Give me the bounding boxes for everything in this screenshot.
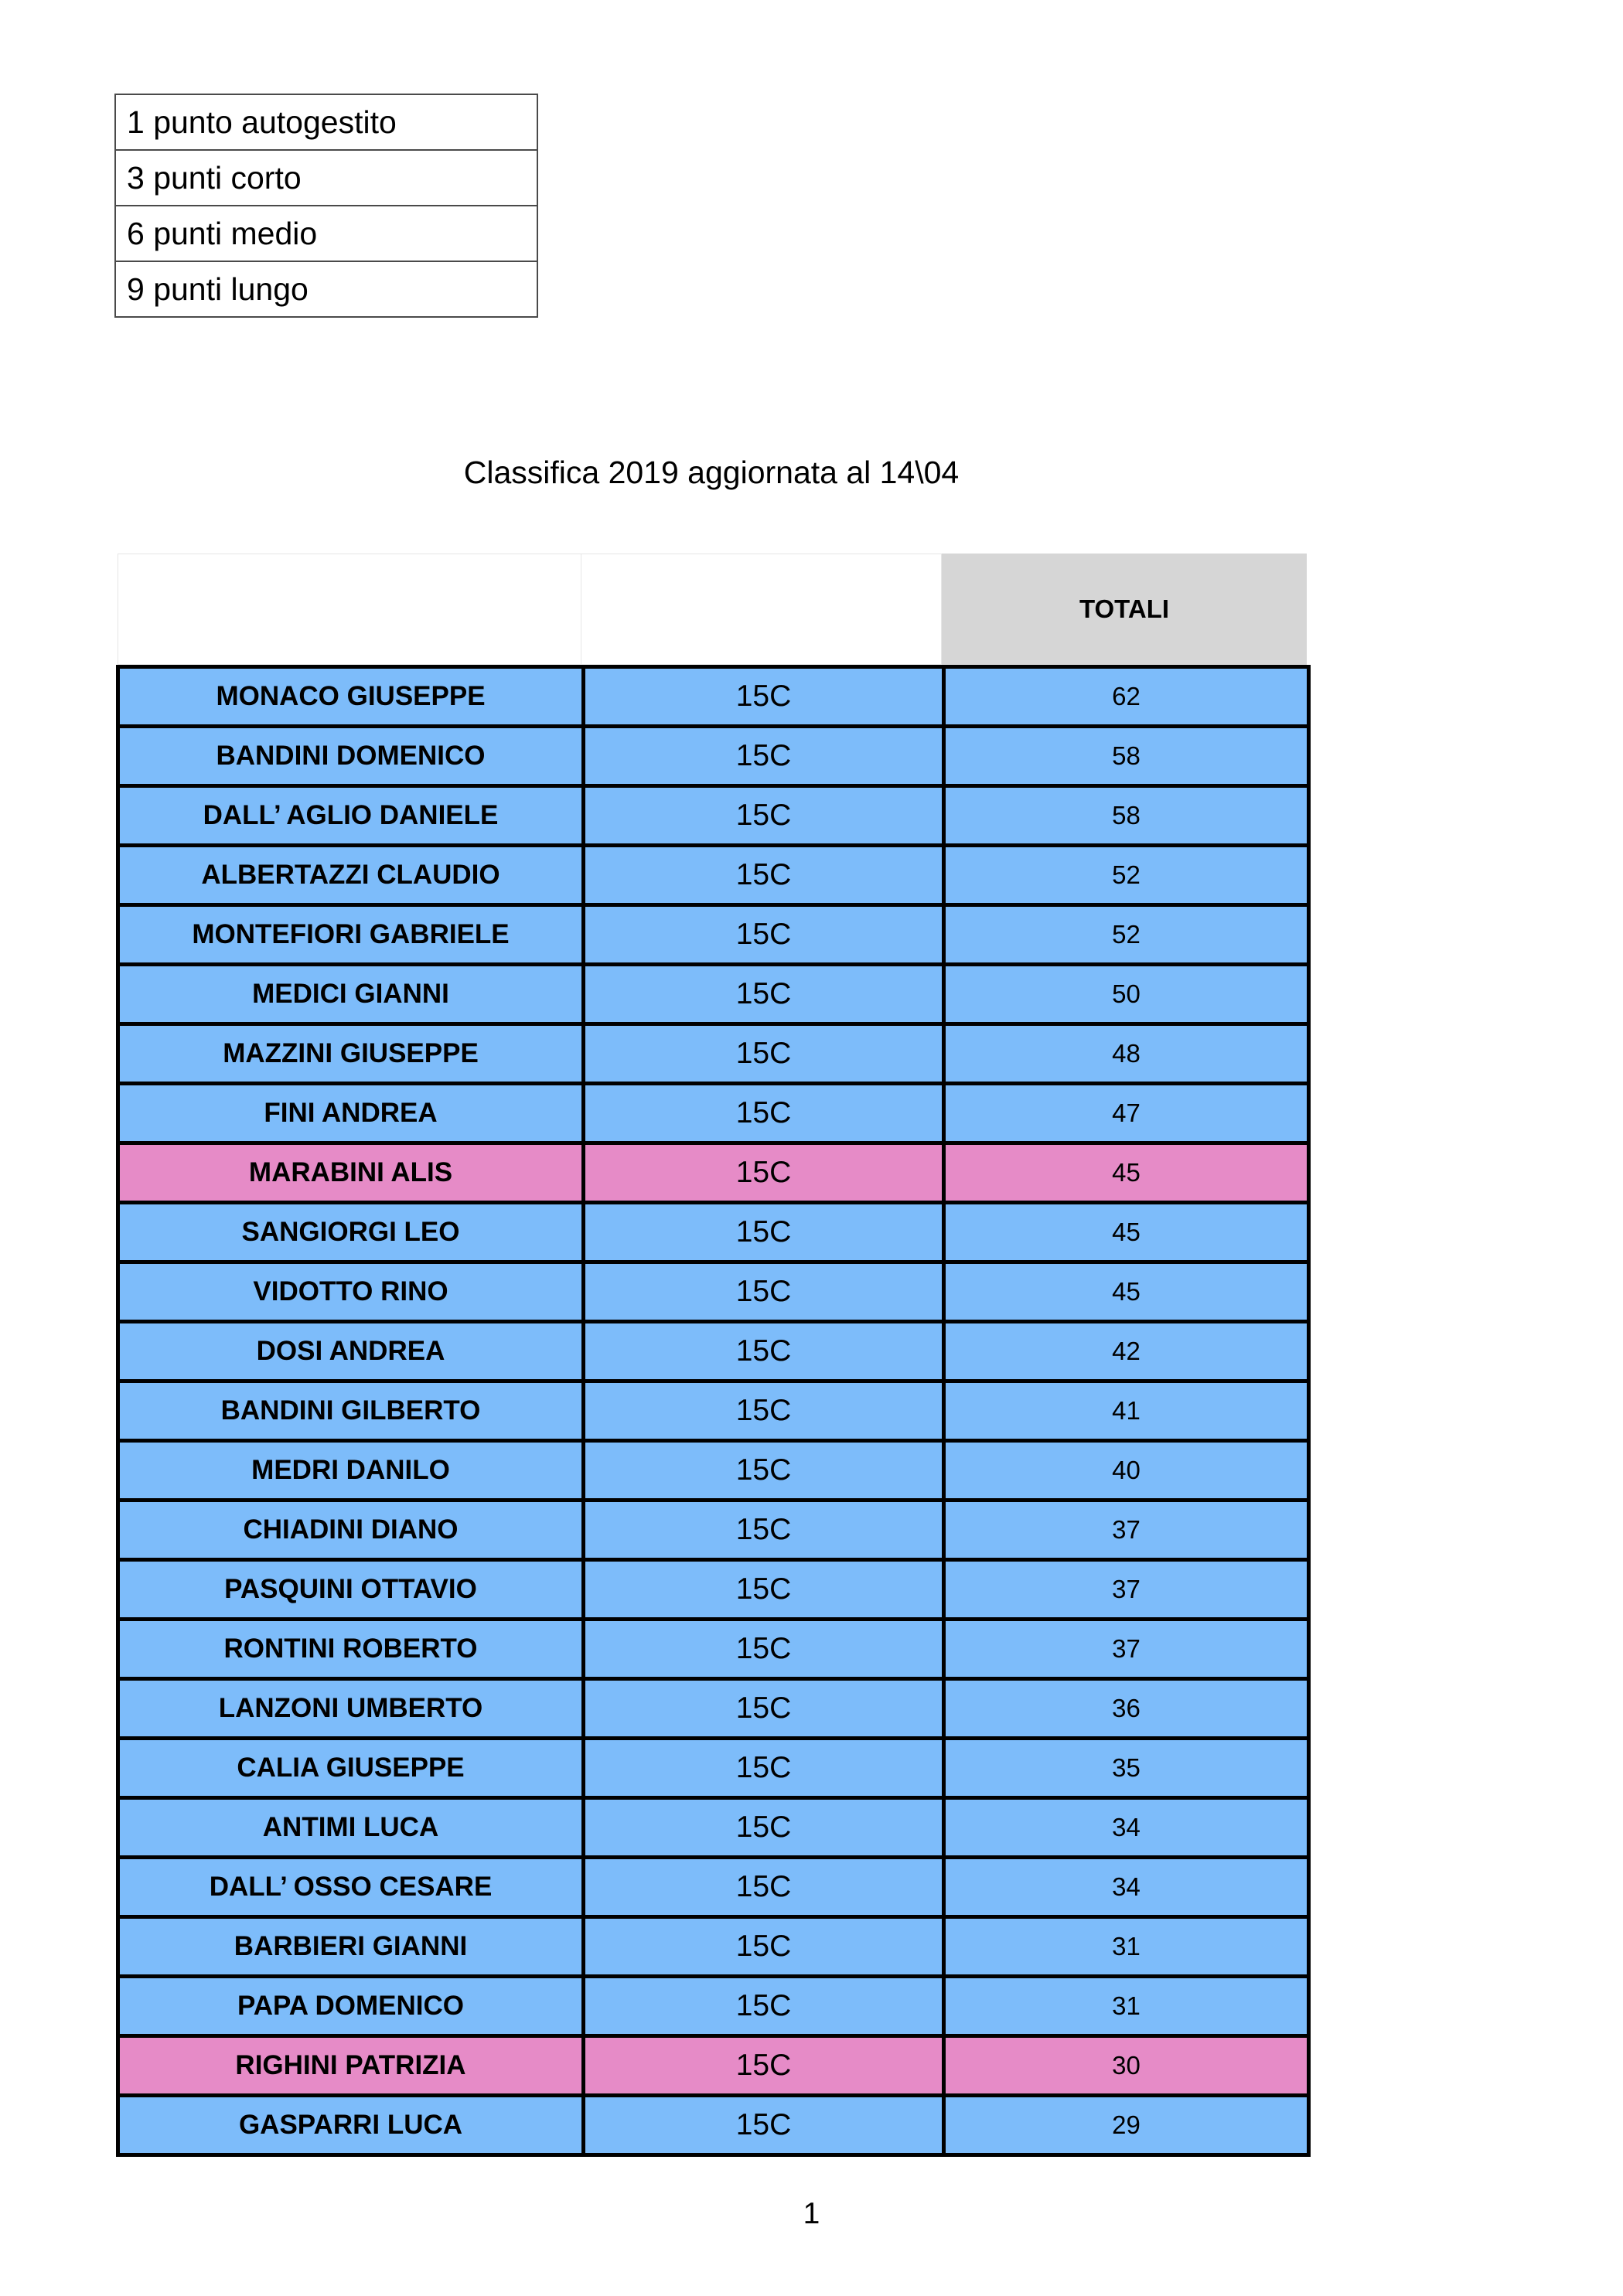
legend-row [115, 261, 537, 317]
table-row [118, 846, 1309, 905]
total-points-cell: 50 [944, 965, 1309, 1024]
table-row [118, 1084, 1309, 1143]
total-points-cell: 45 [944, 1262, 1309, 1322]
total-points-cell: 37 [944, 1620, 1309, 1679]
legend-item: 9 punti lungo [115, 261, 537, 317]
class-cell: 15C [584, 786, 944, 846]
page-number: 1 [803, 2197, 820, 2230]
player-name-cell: RONTINI ROBERTO [118, 1620, 584, 1679]
class-cell: 15C [584, 1798, 944, 1858]
player-name-cell: DALL’ AGLIO DANIELE [118, 786, 584, 846]
header-cell-totals: TOTALI [942, 554, 1307, 665]
table-row [118, 786, 1309, 846]
points-legend-table [114, 94, 538, 318]
table-row [118, 667, 1309, 727]
table-row [118, 1977, 1309, 2036]
ranking-table [116, 665, 1311, 2157]
table-row [118, 1620, 1309, 1679]
table-row [118, 1798, 1309, 1858]
player-name-cell: BANDINI GILBERTO [118, 1381, 584, 1441]
player-name-cell: MEDICI GIANNI [118, 965, 584, 1024]
player-name-cell: ALBERTAZZI CLAUDIO [118, 846, 584, 905]
class-cell: 15C [584, 1679, 944, 1739]
legend-item: 1 punto autogestito [115, 94, 537, 150]
class-cell: 15C [584, 1203, 944, 1262]
class-cell: 15C [584, 2096, 944, 2155]
table-row [118, 1381, 1309, 1441]
player-name-cell: BARBIERI GIANNI [118, 1917, 584, 1977]
header-cell-name [118, 554, 581, 665]
table-row [118, 1739, 1309, 1798]
total-points-cell: 40 [944, 1441, 1309, 1501]
ranking-header [118, 554, 1307, 665]
class-cell: 15C [584, 1501, 944, 1560]
player-name-cell: GASPARRI LUCA [118, 2096, 584, 2155]
total-points-cell: 47 [944, 1084, 1309, 1143]
player-name-cell: PASQUINI OTTAVIO [118, 1560, 584, 1620]
legend-row [115, 206, 537, 261]
total-points-cell: 58 [944, 727, 1309, 786]
player-name-cell: FINI ANDREA [118, 1084, 584, 1143]
total-points-cell: 31 [944, 1977, 1309, 2036]
total-points-cell: 48 [944, 1024, 1309, 1084]
class-cell: 15C [584, 2036, 944, 2096]
player-name-cell: VIDOTTO RINO [118, 1262, 584, 1322]
class-cell: 15C [584, 1977, 944, 2036]
table-row [118, 1679, 1309, 1739]
total-points-cell: 42 [944, 1322, 1309, 1381]
total-points-cell: 31 [944, 1917, 1309, 1977]
total-points-cell: 34 [944, 1798, 1309, 1858]
total-points-cell: 35 [944, 1739, 1309, 1798]
legend-row [115, 94, 537, 150]
total-points-cell: 58 [944, 786, 1309, 846]
total-points-cell: 52 [944, 905, 1309, 965]
total-points-cell: 62 [944, 667, 1309, 727]
player-name-cell: CALIA GIUSEPPE [118, 1739, 584, 1798]
table-row [118, 1917, 1309, 1977]
class-cell: 15C [584, 905, 944, 965]
header-cell-class [581, 554, 942, 665]
table-row [118, 1262, 1309, 1322]
class-cell: 15C [584, 1322, 944, 1381]
page-title: Classifica 2019 aggiornata al 14\04 [463, 455, 960, 490]
player-name-cell: PAPA DOMENICO [118, 1977, 584, 2036]
class-cell: 15C [584, 1262, 944, 1322]
class-cell: 15C [584, 1143, 944, 1203]
table-row [118, 1441, 1309, 1501]
player-name-cell: DALL’ OSSO CESARE [118, 1858, 584, 1917]
class-cell: 15C [584, 1084, 944, 1143]
total-points-cell: 34 [944, 1858, 1309, 1917]
legend-row [115, 150, 537, 206]
table-row [118, 2036, 1309, 2096]
player-name-cell: MONTEFIORI GABRIELE [118, 905, 584, 965]
class-cell: 15C [584, 1739, 944, 1798]
legend-item: 3 punti corto [115, 150, 537, 206]
total-points-cell: 45 [944, 1143, 1309, 1203]
class-cell: 15C [584, 727, 944, 786]
table-row [118, 1203, 1309, 1262]
player-name-cell: RIGHINI PATRIZIA [118, 2036, 584, 2096]
player-name-cell: BANDINI DOMENICO [118, 727, 584, 786]
class-cell: 15C [584, 1441, 944, 1501]
table-row [118, 1143, 1309, 1203]
total-points-cell: 30 [944, 2036, 1309, 2096]
class-cell: 15C [584, 1560, 944, 1620]
table-row [118, 1024, 1309, 1084]
total-points-cell: 52 [944, 846, 1309, 905]
class-cell: 15C [584, 1620, 944, 1679]
player-name-cell: MARABINI ALIS [118, 1143, 584, 1203]
player-name-cell: MONACO GIUSEPPE [118, 667, 584, 727]
total-points-cell: 37 [944, 1501, 1309, 1560]
table-row [118, 1322, 1309, 1381]
total-points-cell: 36 [944, 1679, 1309, 1739]
total-points-cell: 45 [944, 1203, 1309, 1262]
legend-item: 6 punti medio [115, 206, 537, 261]
table-row [118, 1501, 1309, 1560]
class-cell: 15C [584, 965, 944, 1024]
total-points-cell: 41 [944, 1381, 1309, 1441]
table-row [118, 727, 1309, 786]
class-cell: 15C [584, 1024, 944, 1084]
player-name-cell: DOSI ANDREA [118, 1322, 584, 1381]
table-row [118, 905, 1309, 965]
player-name-cell: MAZZINI GIUSEPPE [118, 1024, 584, 1084]
player-name-cell: ANTIMI LUCA [118, 1798, 584, 1858]
table-row [118, 965, 1309, 1024]
table-row [118, 1560, 1309, 1620]
player-name-cell: LANZONI UMBERTO [118, 1679, 584, 1739]
player-name-cell: CHIADINI DIANO [118, 1501, 584, 1560]
player-name-cell: MEDRI DANILO [118, 1441, 584, 1501]
class-cell: 15C [584, 846, 944, 905]
class-cell: 15C [584, 1917, 944, 1977]
class-cell: 15C [584, 667, 944, 727]
table-row [118, 2096, 1309, 2155]
player-name-cell: SANGIORGI LEO [118, 1203, 584, 1262]
total-points-cell: 37 [944, 1560, 1309, 1620]
class-cell: 15C [584, 1381, 944, 1441]
table-row [118, 1858, 1309, 1917]
class-cell: 15C [584, 1858, 944, 1917]
total-points-cell: 29 [944, 2096, 1309, 2155]
